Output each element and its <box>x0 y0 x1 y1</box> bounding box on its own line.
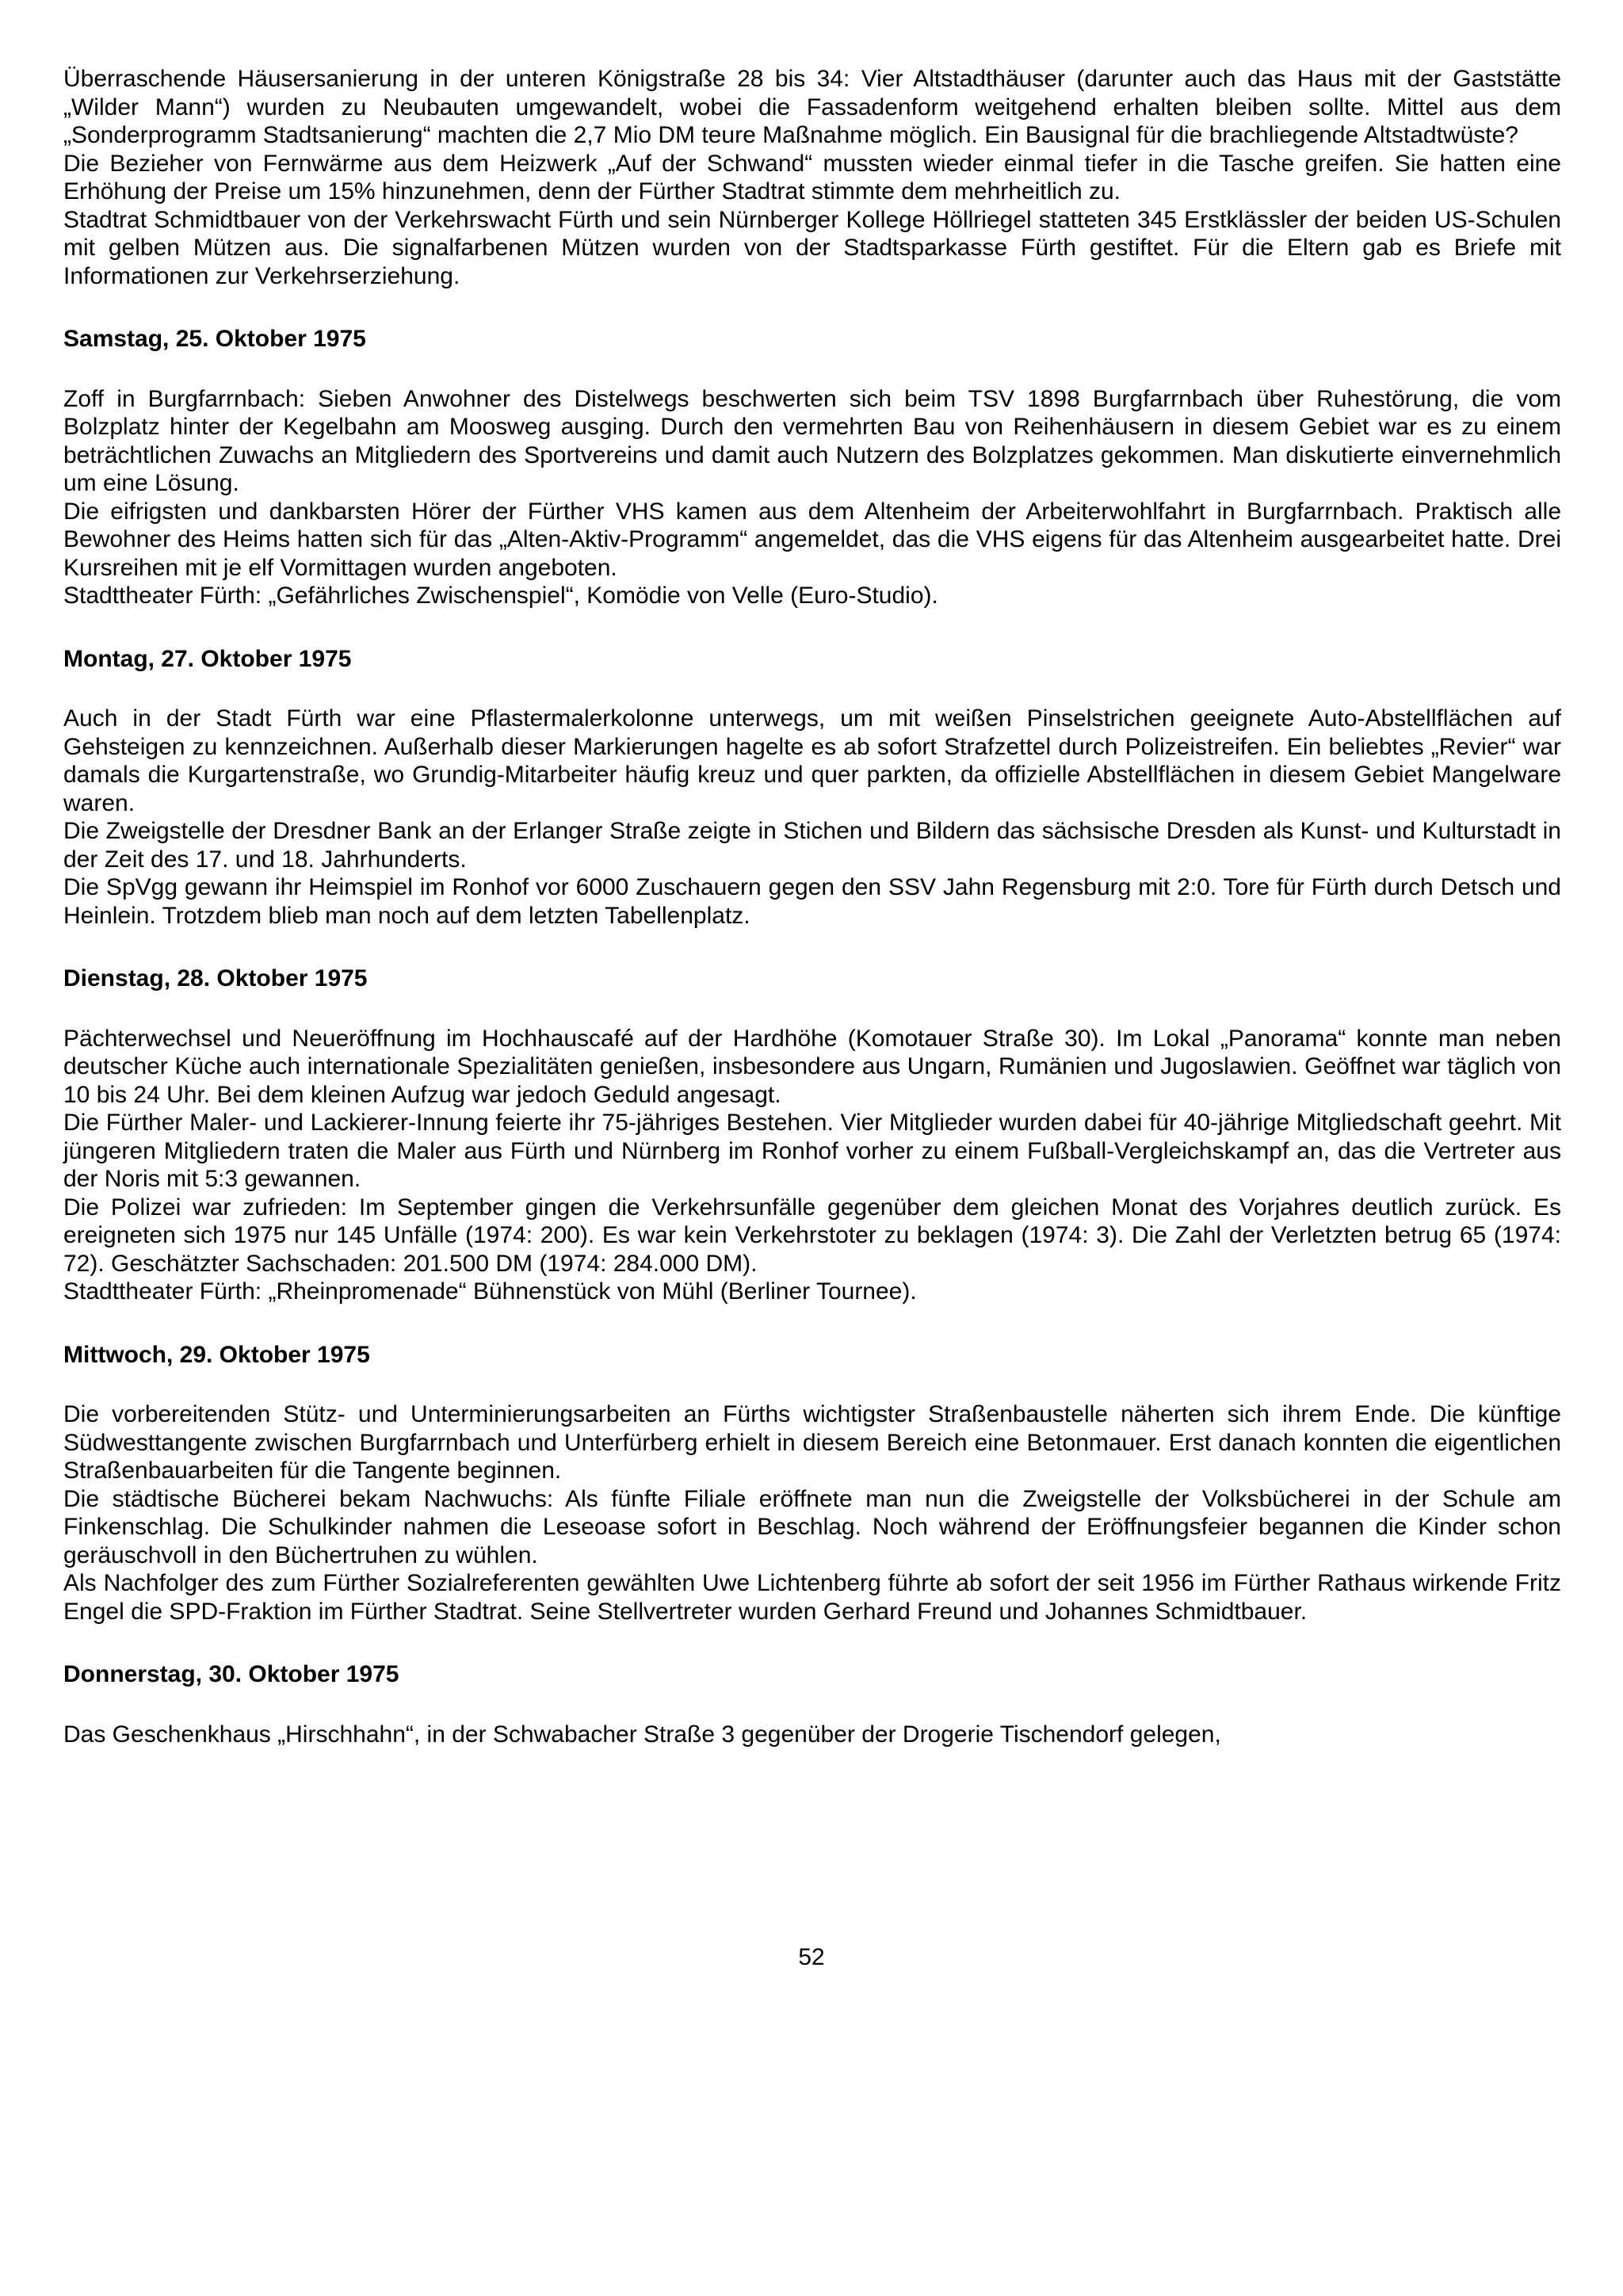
paragraph: Als Nachfolger des zum Fürther Sozialreferenten gewählten Uwe Lichtenberg führte ab sofort der seit 1956 im Fürther Rathaus wirkende Fritz Engel die SPD-Fraktion im Fürther Stadtrat. Seine Stellvertreter wurden Gerhard Freund und Johannes Schmidtbauer. <box>63 1570 1561 1625</box>
date-heading: Donnerstag, 30. Oktober 1975 <box>63 1661 399 1687</box>
date-heading: Samstag, 25. Oktober 1975 <box>63 326 366 352</box>
paragraph: Pächterwechsel und Neueröffnung im Hochhauscafé auf der Hardhöhe (Komotauer Straße 30). Im Lokal „Panorama“ konnte man neben deutscher Küche auch internationale Spezialitäten genießen, insbesondere aus Ungarn, Rumänien und Jugoslawien. Geöffnet war täglich von 10 bis 24 Uhr. Bei dem kleinen Aufzug war jedoch Geduld angesagt. <box>63 1025 1561 1108</box>
paragraph: Die Fürther Maler- und Lackierer-Innung feierte ihr 75-jähriges Bestehen. Vier Mitglieder wurden dabei für 40-jährige Mitgliedschaft geehrt. Mit jüngeren Mitgliedern traten die Maler aus Fürth und Nürnberg im Ronhof vorher zu einem Fußball-Vergleichskampf an, das die Vertreter aus der Noris mit 5:3 gewannen. <box>63 1110 1561 1192</box>
paragraph: Stadtrat Schmidtbauer von der Verkehrswacht Fürth und sein Nürnberger Kollege Höllriegel statteten 345 Erstklässler der beiden US-Schulen mit gelben Mützen aus. Die signalfarbenen Mützen wurden von der Stadtsparkasse Fürth gestiftet. Für die Eltern gab es Briefe mit Informationen zur Verkehrserziehung. <box>63 206 1561 289</box>
date-heading: Montag, 27. Oktober 1975 <box>63 645 352 672</box>
paragraph: Die eifrigsten und dankbarsten Hörer der Fürther VHS kamen aus dem Altenheim der Arbeiterwohlfahrt in Burgfarrnbach. Praktisch alle Bewohner des Heims hatten sich für das „Alten-Aktiv-Programm“ angemeldet, das die VHS eigens für das Altenheim ausgearbeitet hatte. Drei Kursreihen mit je elf Vormittagen wurden angeboten. <box>63 498 1561 581</box>
paragraph: Die SpVgg gewann ihr Heimspiel im Ronhof vor 6000 Zuschauern gegen den SSV Jahn Regensburg mit 2:0. Tore für Fürth durch Detsch und Heinlein. Trotzdem blieb man noch auf dem letzten Tabellenplatz. <box>63 874 1561 929</box>
paragraph: Stadttheater Fürth: „Gefährliches Zwischenspiel“, Komödie von Velle (Euro-Studio). <box>63 583 938 609</box>
paragraph: Überraschende Häusersanierung in der unteren Königstraße 28 bis 34: Vier Altstadthäuser (darunter auch das Haus mit der Gaststätte „Wilder Mann“) wurden zu Neubauten umgewandelt, wobei die Fassadenform weitgehend erhalten bleiben sollte. Mittel aus dem „Sonderprogramm Stadtsanierung“ machten die 2,7 Mio DM teure Maßnahme möglich. Ein Bausignal für die brachliegende Altstadtwüste? <box>63 66 1561 148</box>
date-heading: Mittwoch, 29. Oktober 1975 <box>63 1341 370 1368</box>
page-number: 52 <box>798 1944 825 1970</box>
paragraph: Zoff in Burgfarrnbach: Sieben Anwohner des Distelwegs beschwerten sich beim TSV 1898 Burgfarrnbach über Ruhestörung, die vom Bolzplatz hinter der Kegelbahn am Moosweg ausging. Durch den vermehrten Bau von Reihenhäusern in diesem Gebiet war es zu einem beträchtlichen Zuwachs an Mitgliedern des Sportvereins und damit auch Nutzern des Bolzplatzes gekommen. Man diskutierte einvernehmlich um eine Lösung. <box>63 385 1561 496</box>
paragraph: Das Geschenkhaus „Hirschhahn“, in der Schwabacher Straße 3 gegenüber der Drogerie Tischendorf gelegen, <box>63 1721 1221 1748</box>
paragraph: Die städtische Bücherei bekam Nachwuchs: Als fünfte Filiale eröffnete man nun die Zweigstelle der Volksbücherei in der Schule am Finkenschlag. Die Schulkinder nahmen die Leseoase sofort in Beschlag. Noch während der Eröffnungsfeier begannen die Kinder schon geräuschvoll in den Büchertruhen zu wühlen. <box>63 1485 1561 1568</box>
paragraph: Stadttheater Fürth: „Rheinpromenade“ Bühnenstück von Mühl (Berliner Tournee). <box>63 1278 917 1305</box>
paragraph: Die Polizei war zufrieden: Im September gingen die Verkehrsunfälle gegenüber dem gleichen Monat des Vorjahres deutlich zurück. Es ereigneten sich 1975 nur 145 Unfälle (1974: 200). Es war kein Verkehrstoter zu beklagen (1974: 3). Die Zahl der Verletzten betrug 65 (1974: 72). Geschätzter Sachschaden: 201.500 DM (1974: 284.000 DM). <box>63 1194 1561 1277</box>
paragraph: Die Bezieher von Fernwärme aus dem Heizwerk „Auf der Schwand“ mussten wieder einmal tiefer in die Tasche greifen. Sie hatten eine Erhöhung der Preise um 15% hinzunehmen, denn der Fürther Stadtrat stimmte dem mehrheitlich zu. <box>63 150 1561 204</box>
paragraph: Auch in der Stadt Fürth war eine Pflastermalerkolonne unterwegs, um mit weißen Pinselstrichen geeignete Auto-Abstellflächen auf Gehsteigen zu kennzeichnen. Außerhalb dieser Markierungen hagelte es ab sofort Strafzettel durch Polizeistreifen. Ein beliebtes „Revier“ war damals die Kurgartenstraße, wo Grundig-Mitarbeiter häufig kreuz und quer parkten, da offizielle Abstellflächen in diesem Gebiet Mangelware waren. <box>63 705 1561 816</box>
document-content <box>63 65 1561 1748</box>
date-heading: Dienstag, 28. Oktober 1975 <box>63 965 368 991</box>
paragraph: Die Zweigstelle der Dresdner Bank an der Erlanger Straße zeigte in Stichen und Bildern das sächsische Dresden als Kunst- und Kulturstadt in der Zeit des 17. und 18. Jahrhunderts. <box>63 818 1561 873</box>
paragraph: Die vorbereitenden Stütz- und Unterminierungsarbeiten an Fürths wichtigster Straßenbaustelle näherten sich ihrem Ende. Die künftige Südwesttangente zwischen Burgfarrnbach und Unterfürberg erhielt in diesem Bereich eine Betonmauer. Erst danach konnten die eigentlichen Straßenbauarbeiten für die Tangente beginnen. <box>63 1401 1561 1484</box>
